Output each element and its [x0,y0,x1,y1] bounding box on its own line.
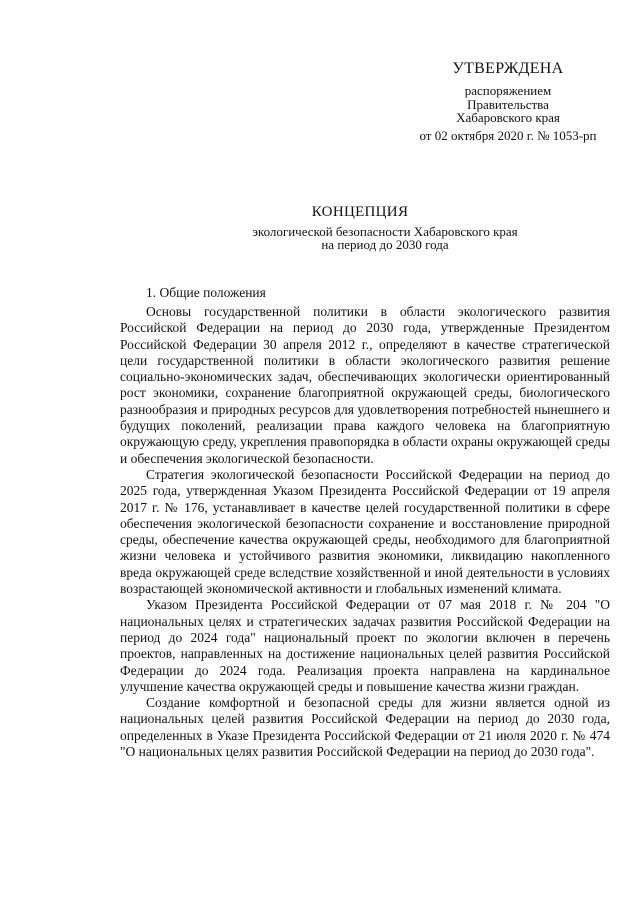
approval-stamp: УТВЕРЖДЕНА [452,60,564,77]
approval-line-3: Хабаровского края [456,110,560,125]
body-paragraph: Указом Президента Российской Федерации от 07 мая 2018 г. № 204 "О национальных целях и стратегических задачах развития Российской Федерации на период до 2024 года" национальный проект по экологии включен в перечень проектов, направленных на достижение национальных целей развития Российской Федерации до 2024 года. Реализация проекта направлена на кардинальное улучшение качества окружающей среды и повышение качества жизни граждан. [120,597,610,694]
document-type: КОНЦЕПЦИЯ [311,204,409,220]
body-paragraph: Стратегия экологической безопасности Российской Федерации на период до 2025 года, утвержденная Указом Президента Российской Федерации от 19 апреля 2017 г. № 176, устанавливает в качестве целей государственной политики в сфере обеспечения экологической безопасности сохранение и восстановление природной среды, обеспечение качества окружающей среды, необходимого для благоприятной жизни человека и устойчивого развития экономики, ликвидацию накопленного вреда окружающей среде вследствие хозяйственной и иной деятельности в условиях возрастающей экономической активности и глобальных изменений климата. [120,466,610,597]
approval-line-1: распоряжением [464,83,552,98]
body-paragraph: Создание комфортной и безопасной среды для жизни является одной из национальных целей развития Российской Федерации на период до 2030 года, определенных в Указе Президента Российской Федерации от 21 июля 2020 г. № 474 "О национальных целях развития Российской Федерации на период до 2030 года". [120,695,610,760]
body-paragraph: Основы государственной политики в области экологического развития Российской Федерации на период до 2030 года, утвержденные Президентом Российской Федерации 30 апреля 2012 г., определяют в качестве стратегической цели государственной политики в области экологического развития решение социально-экономических задач, обеспечивающих экологически ориентированный рост экономики, сохранение благоприятной окружающей среды, биологического разнообразия и природных ресурсов для удовлетворения потребностей нынешнего и будущих поколений, реализации права каждого человека на благоприятную окружающую среду, укрепления правопорядка в области охраны окружающей среды и обеспечения экологической безопасности. [120,304,610,466]
document-subtitle-2: на период до 2030 года [321,236,449,252]
section-body [120,304,610,760]
approval-stamp-block [398,60,618,142]
approval-date: от 02 октября 2020 г. № 1053-рп [419,127,597,143]
document-title-block [0,204,640,251]
document-subtitle-1: экологической безопасности Хабаровского края [252,224,518,239]
section-heading: 1. Общие положения [146,285,266,300]
approval-line-2: Правительства [467,96,549,112]
